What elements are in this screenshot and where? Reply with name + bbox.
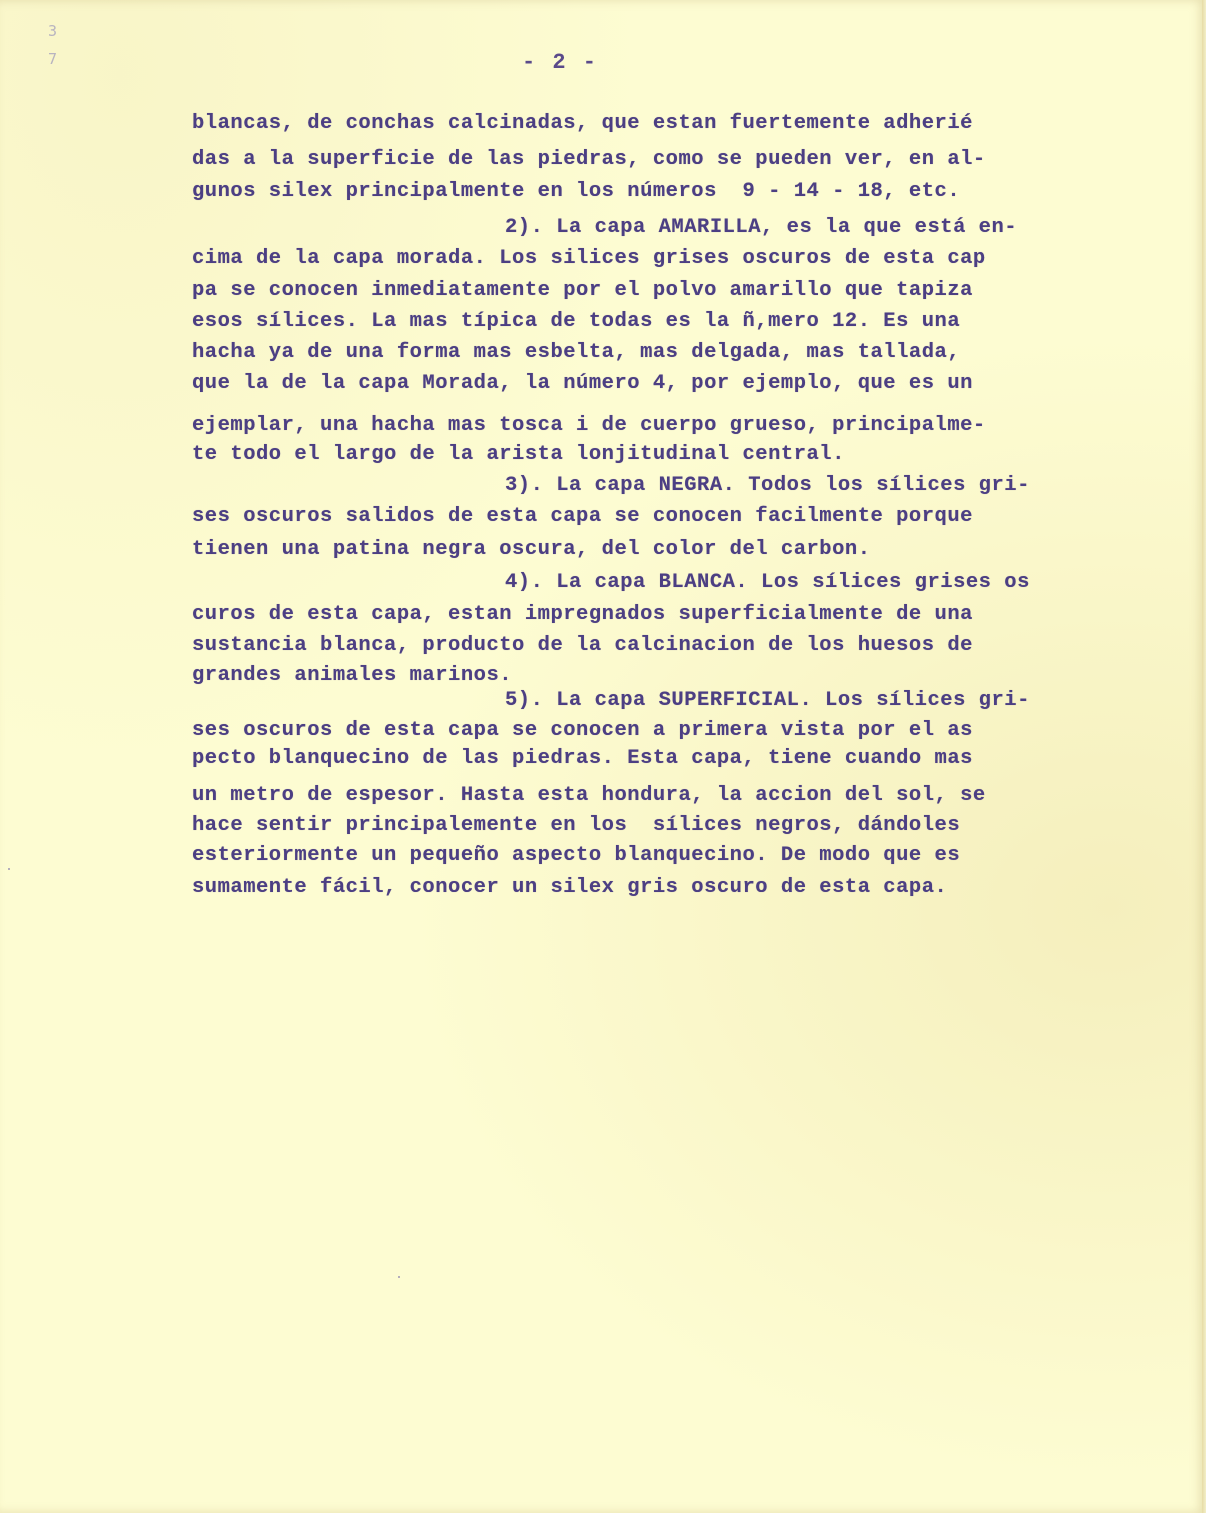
text-line: curos de esta capa, estan impregnados superficialmente de una	[192, 603, 973, 626]
text-line: te todo el largo de la arista lonjitudinal central.	[192, 443, 845, 466]
text-line: das a la superficie de las piedras, como se pueden ver, en al-	[192, 148, 986, 171]
text-line: sustancia blanca, producto de la calcinacion de los huesos de	[192, 634, 973, 657]
text-line: hace sentir principalemente en los sílices negros, dándoles	[192, 814, 961, 837]
paper-speck	[8, 868, 10, 870]
text-line: ses oscuros salidos de esta capa se conocen facilmente porque	[192, 505, 973, 528]
text-line: un metro de espesor. Hasta esta hondura, la accion del sol, se	[192, 784, 986, 807]
text-line: 2). La capa AMARILLA, es la que está en-	[505, 216, 1018, 239]
text-line: pecto blanquecino de las piedras. Esta capa, tiene cuando mas	[192, 747, 973, 770]
margin-mark: 3	[48, 22, 58, 40]
text-line: ejemplar, una hacha mas tosca i de cuerpo grueso, principalme-	[192, 414, 986, 437]
page-number: - 2 -	[521, 50, 598, 75]
text-line: hacha ya de una forma mas esbelta, mas delgada, mas tallada,	[192, 341, 961, 364]
page-edge	[1202, 0, 1206, 1513]
text-line: gunos silex principalmente en los números 9 - 14 - 18, etc.	[192, 180, 961, 203]
text-line: sumamente fácil, conocer un silex gris oscuro de esta capa.	[192, 876, 948, 899]
text-line: 5). La capa SUPERFICIAL. Los sílices gri-	[505, 689, 1030, 712]
text-line: cima de la capa morada. Los silices grises oscuros de esta cap	[192, 247, 986, 270]
text-line: pa se conocen inmediatamente por el polvo amarillo que tapiza	[192, 279, 973, 302]
text-line: esteriormente un pequeño aspecto blanquecino. De modo que es	[192, 844, 961, 867]
text-line: grandes animales marinos.	[192, 664, 513, 687]
text-line: que la de la capa Morada, la número 4, por ejemplo, que es un	[192, 372, 973, 395]
text-line: ses oscuros de esta capa se conocen a primera vista por el as	[192, 719, 973, 742]
text-line: tienen una patina negra oscura, del color del carbon.	[192, 538, 871, 561]
text-line: blancas, de conchas calcinadas, que estan fuertemente adherié	[192, 112, 973, 135]
margin-mark: 7	[48, 50, 58, 68]
paper-speck	[398, 1276, 400, 1278]
text-line: esos sílices. La mas típica de todas es la ñ,mero 12. Es una	[192, 310, 961, 333]
text-line: 3). La capa NEGRA. Todos los sílices gri-	[505, 474, 1030, 497]
text-line: 4). La capa BLANCA. Los sílices grises os	[505, 571, 1030, 594]
